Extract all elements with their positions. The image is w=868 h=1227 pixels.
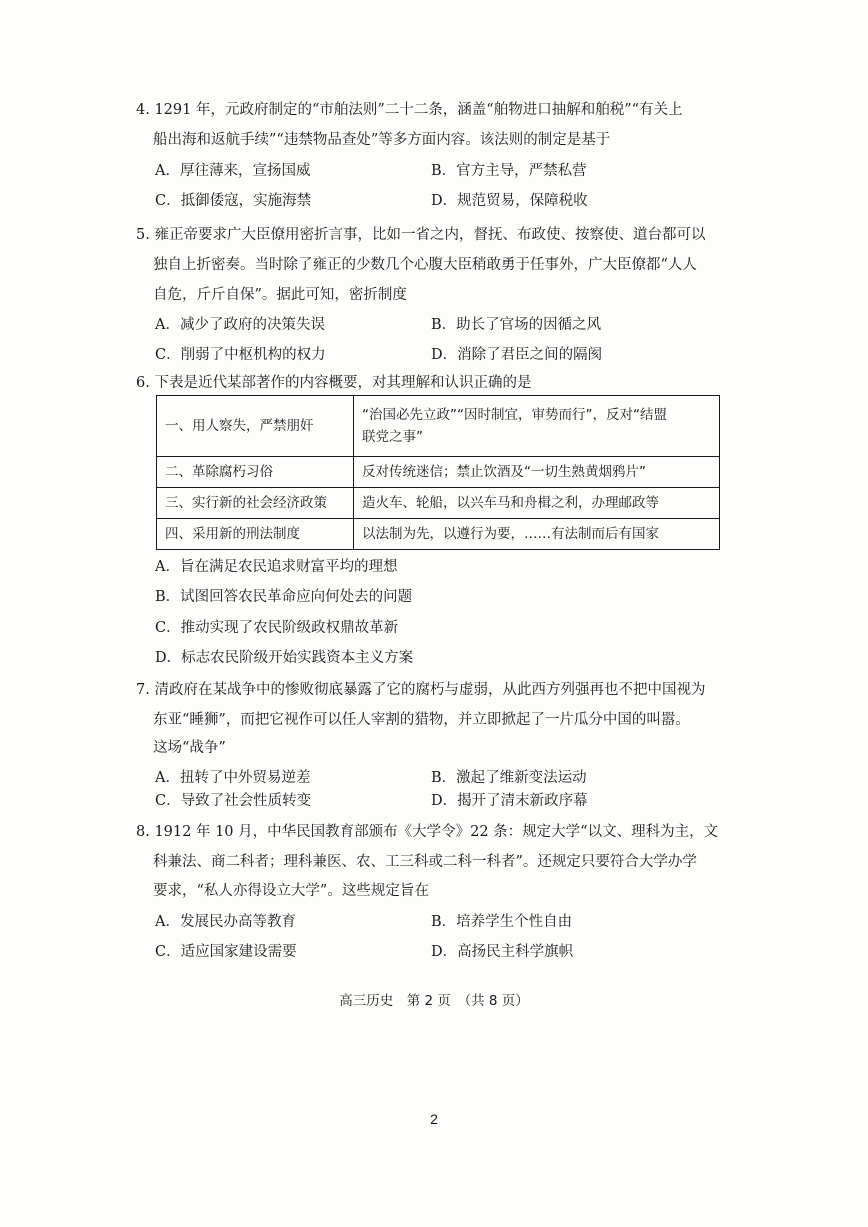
page-footer: 高三历史 第 2 页 （共 8 页） [339,993,529,1009]
table-cell-content: 反对传统迷信；禁止饮酒及“一切生熟黄烟鸦片” [354,457,720,488]
table-row [157,488,720,519]
q8-option-a[interactable]: A．发展民办高等教育 [155,914,296,930]
table-cell-topic: 二、革除腐朽习俗 [157,457,354,488]
q7-option-d[interactable]: D．揭开了清末新政序幕 [431,793,588,809]
q4-option-c[interactable]: C．抵御倭寇，实施海禁 [155,193,312,209]
table-cell-topic: 四、采用新的刑法制度 [157,519,354,550]
q6-option-d[interactable]: D．标志农民阶级开始实践资本主义方案 [155,650,414,666]
table-cell-content [354,396,720,457]
q8-option-b[interactable]: B．培养学生个性自由 [431,914,573,930]
table-cell-text: “治国必先立政”“因时制宜，审势而行”，反对“结盟 [362,407,667,423]
q5-stem-line1: 5. 雍正帝要求广大臣僚用密折言事，比如一省之内，督抚、布政使、按察使、道台都可以 [136,227,706,243]
q7-option-b[interactable]: B．激起了维新变法运动 [431,770,587,786]
table-row [157,457,720,488]
q6-option-b[interactable]: B．试图回答农民革命应向何处去的问题 [155,589,413,605]
table-cell-content: 造火车、轮船，以兴车马和舟楫之利，办理邮政等 [354,488,720,519]
page-number: 2 [430,1111,438,1127]
table-cell-topic: 三、实行新的社会经济政策 [157,488,354,519]
q7-stem-line1: 7. 清政府在某战争中的惨败彻底暴露了它的腐朽与虚弱，从此西方列强再也不把中国视为 [136,682,706,698]
table-row [157,519,720,550]
q8-stem-line2: 科兼法、商二科者；理科兼医、农、工三科或二科一科者”。还规定只要符合大学办学 [153,854,697,870]
q8-option-c[interactable]: C．适应国家建设需要 [155,944,297,960]
q6-option-c[interactable]: C．推动实现了农民阶级政权鼎故革新 [155,620,399,636]
q4-option-a[interactable]: A．厚往薄来，宣扬国威 [155,163,311,179]
q5-option-b[interactable]: B．助长了官场的因循之风 [431,317,602,333]
table-cell-topic: 一、用人察失，严禁朋奸 [157,396,354,457]
q5-option-d[interactable]: D．消除了君臣之间的隔阂 [431,347,603,363]
q8-option-d[interactable]: D．高扬民主科学旗帜 [431,944,574,960]
q7-option-c[interactable]: C．导致了社会性质转变 [155,793,312,809]
q5-stem-line2: 独自上折密奏。当时除了雍正的少数几个心腹大臣稍敢勇于任事外，广大臣僚都“人人 [153,257,697,273]
q7-stem-line3: 这场“战争” [153,740,226,756]
q8-stem-line1: 8. 1912 年 10 月，中华民国教育部颁布《大学令》22 条：规定大学“以文、理科为主，文 [136,824,719,840]
q4-stem-line1: 4. 1291 年，元政府制定的“市舶法则”二十二条，涵盖“舶物进口抽解和舶税”“有关上 [136,102,683,118]
q4-option-d[interactable]: D．规范贸易，保障税收 [431,193,588,209]
q7-stem-line2: 东亚“睡狮”，而把它视作可以任人宰割的猎物，并立即掀起了一片瓜分中国的叫嚣。 [153,712,690,728]
table-row [157,396,720,457]
q4-stem-line2: 船出海和返航手续”“违禁物品查处”等多方面内容。该法则的制定是基于 [153,132,611,148]
q6-option-a[interactable]: A．旨在满足农民追求财富平均的理想 [155,559,398,575]
table-cell-text: 联党之事” [362,429,423,445]
q4-option-b[interactable]: B．官方主导，严禁私营 [431,163,587,179]
q5-option-a[interactable]: A．减少了政府的决策失误 [155,317,325,333]
q5-option-c[interactable]: C．削弱了中枢机构的权力 [155,347,326,363]
q6-stem-line1: 6. 下表是近代某部著作的内容概要，对其理解和认识正确的是 [136,375,532,391]
table-cell-content: 以法制为先，以遵行为要，……有法制而后有国家 [354,519,720,550]
q7-option-a[interactable]: A．扭转了中外贸易逆差 [155,770,311,786]
q5-stem-line3: 自危，斤斤自保”。据此可知，密折制度 [153,287,407,303]
q6-content-table [156,395,720,550]
q8-stem-line3: 要求，“私人亦得设立大学”。这些规定旨在 [153,883,429,899]
